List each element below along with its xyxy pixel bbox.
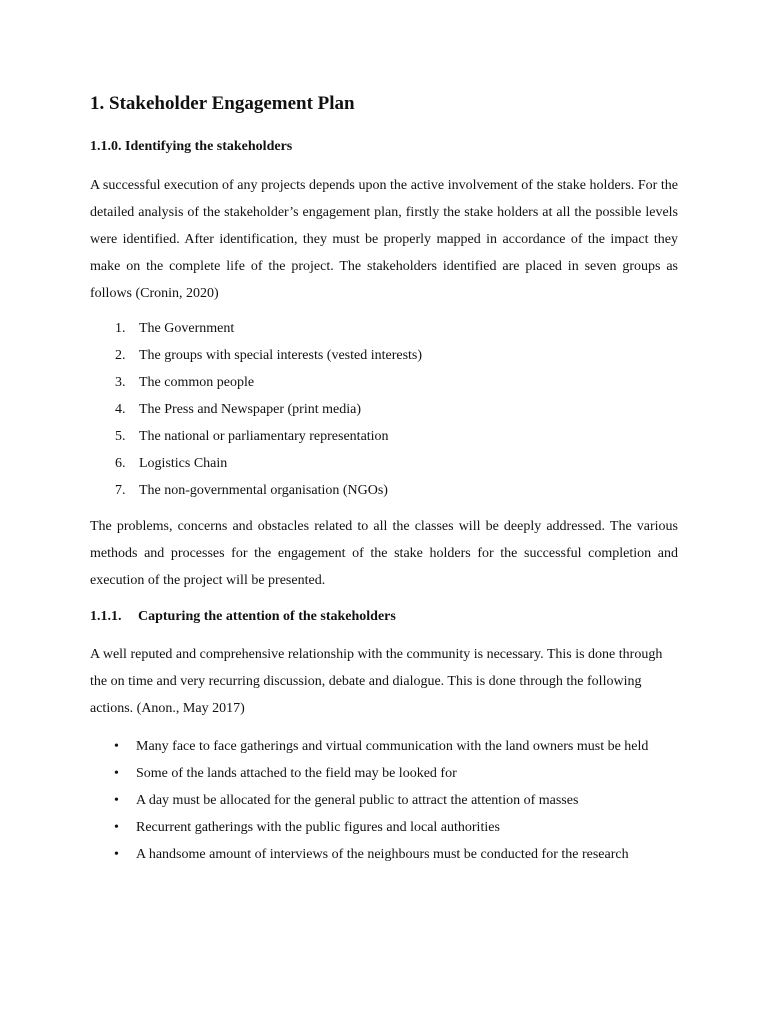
actions-bullet-list (90, 733, 678, 868)
relationship-paragraph: A well reputed and comprehensive relationship with the community is necessary. This is done through the on time and very recurring discussion, debate and dialogue. This is done through the following actions. (Anon., May 2017) (90, 647, 663, 716)
list-item-text: Recurrent gatherings with the public figures and local authorities (136, 820, 500, 835)
section-heading-capturing (90, 609, 396, 625)
list-item (90, 396, 650, 423)
list-item-text: The groups with special interests (vested interests) (139, 348, 423, 363)
list-item (90, 841, 678, 868)
list-item (90, 315, 650, 342)
section-number: 1.1.1. (90, 609, 122, 624)
list-item-text: Some of the lands attached to the field may be looked for (136, 766, 457, 781)
list-item-text: The national or parliamentary representation (139, 429, 389, 444)
list-item-text: The non-governmental organisation (NGOs) (139, 483, 388, 498)
list-item (90, 423, 650, 450)
list-item-number: 6. (115, 456, 126, 471)
list-item-number: 5. (115, 429, 126, 444)
list-item-text: The Government (139, 321, 235, 336)
list-item (90, 369, 650, 396)
list-item (90, 760, 678, 787)
list-item-text: Logistics Chain (139, 456, 228, 471)
page-title: 1. Stakeholder Engagement Plan (90, 93, 355, 114)
section-title: Capturing the attention of the stakeholders (138, 609, 396, 624)
closing-paragraph: The problems, concerns and obstacles related to all the classes will be deeply addressed. The various methods and processes for the engagement of the stake holders for the successful completion and execution of the project will be presented. (90, 519, 678, 588)
list-item-number: 4. (115, 402, 126, 417)
list-item-number: 7. (115, 483, 126, 498)
list-item-number: 1. (115, 321, 126, 336)
list-item-text: The Press and Newspaper (print media) (139, 402, 361, 417)
list-item-text: A day must be allocated for the general public to attract the attention of masses (136, 793, 579, 808)
list-item (90, 450, 650, 477)
list-item-text: Many face to face gatherings and virtual communication with the land owners must be held (136, 739, 649, 754)
bullet-icon: • (114, 847, 119, 862)
stakeholder-groups-list (90, 315, 650, 504)
list-item (90, 787, 678, 814)
list-item (90, 814, 678, 841)
intro-paragraph: A successful execution of any projects depends upon the active involvement of the stake holders. For the detailed analysis of the stakeholder’s engagement plan, firstly the stake holders at all the possible levels were identified. After identification, they must be properly mapped in accordance of the impact they make on the complete life of the project. The stakeholders identified are placed in seven groups as follows (Cronin, 2020) (90, 178, 678, 301)
list-item-number: 3. (115, 375, 126, 390)
list-item-text: A handsome amount of interviews of the neighbours must be conducted for the research (136, 847, 629, 862)
bullet-icon: • (114, 793, 119, 808)
list-item (90, 342, 650, 369)
bullet-icon: • (114, 820, 119, 835)
bullet-icon: • (114, 766, 119, 781)
list-item-number: 2. (115, 348, 126, 363)
bullet-icon: • (114, 739, 119, 754)
list-item (90, 477, 650, 504)
list-item-text: The common people (139, 375, 255, 390)
section-heading-identifying: 1.1.0. Identifying the stakeholders (90, 139, 293, 154)
list-item (90, 733, 678, 760)
